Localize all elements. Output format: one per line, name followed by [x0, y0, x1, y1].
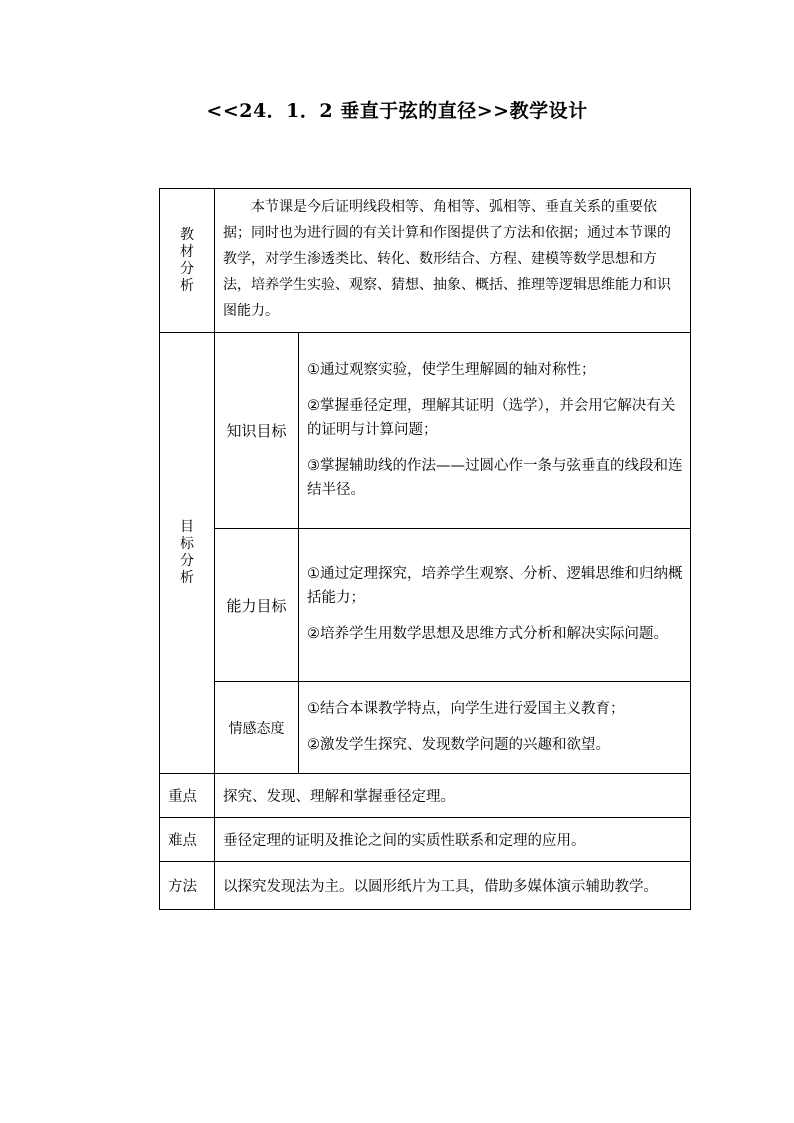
knowledge-item: ②掌握垂径定理，理解其证明（选学），并会用它解决有关的证明与计算问题； [307, 397, 676, 438]
document-title: <<24．1．2 垂直于弦的直径>>教学设计 [206, 100, 588, 122]
knowledge-objective-label: 知识目标 [215, 333, 299, 529]
knowledge-objective-row [160, 333, 691, 529]
method-label: 方法 [160, 862, 215, 910]
emotion-item: ②激发学生探究、发现数学问题的兴趣和欲望。 [307, 736, 610, 753]
knowledge-objective-content [299, 333, 691, 529]
lesson-plan-table [159, 188, 691, 910]
difficulty-text: 垂径定理的证明及推论之间的实质性联系和定理的应用。 [215, 818, 691, 862]
difficulty-row [160, 818, 691, 862]
knowledge-item: ①通过观察实验，使学生理解圆的轴对称性； [307, 361, 596, 378]
textbook-analysis-label: 教 材 分 析 [160, 189, 215, 333]
textbook-analysis-text: 本节课是今后证明线段相等、角相等、弧相等、垂直关系的重要依据；同时也为进行圆的有关计算和作图提供了方法和依据；通过本节课的教学，对学生渗透类比、转化、数形结合、方程、建模等数学思想和方法，培养学生实验、观察、猜想、抽象、概括、推理等逻辑思维能力和识图能力。 [215, 189, 691, 333]
key-point-text: 探究、发现、理解和掌握垂径定理。 [215, 774, 691, 818]
ability-item: ①通过定理探究，培养学生观察、分析、逻辑思维和归纳概括能力； [307, 566, 683, 606]
knowledge-item: ③掌握辅助线的作法——过圆心作一条与弦垂直的线段和连结半径。 [307, 457, 683, 498]
key-point-label: 重点 [160, 774, 215, 818]
method-row [160, 862, 691, 910]
emotion-objective-label: 情感态度 [215, 682, 299, 774]
ability-objective-label: 能力目标 [215, 529, 299, 682]
emotion-objective-content [299, 682, 691, 774]
key-point-row [160, 774, 691, 818]
objective-analysis-label: 目 标 分 析 [160, 333, 215, 774]
ability-objective-row [160, 529, 691, 682]
emotion-item: ①结合本课教学特点，向学生进行爱国主义教育； [307, 700, 625, 717]
emotion-objective-row [160, 682, 691, 774]
textbook-analysis-row [160, 189, 691, 333]
ability-objective-content [299, 529, 691, 682]
difficulty-label: 难点 [160, 818, 215, 862]
ability-item: ②培养学生用数学思想及思维方式分析和解决实际问题。 [307, 626, 668, 642]
method-text: 以探究发现法为主。以圆形纸片为工具，借助多媒体演示辅助教学。 [215, 862, 691, 910]
